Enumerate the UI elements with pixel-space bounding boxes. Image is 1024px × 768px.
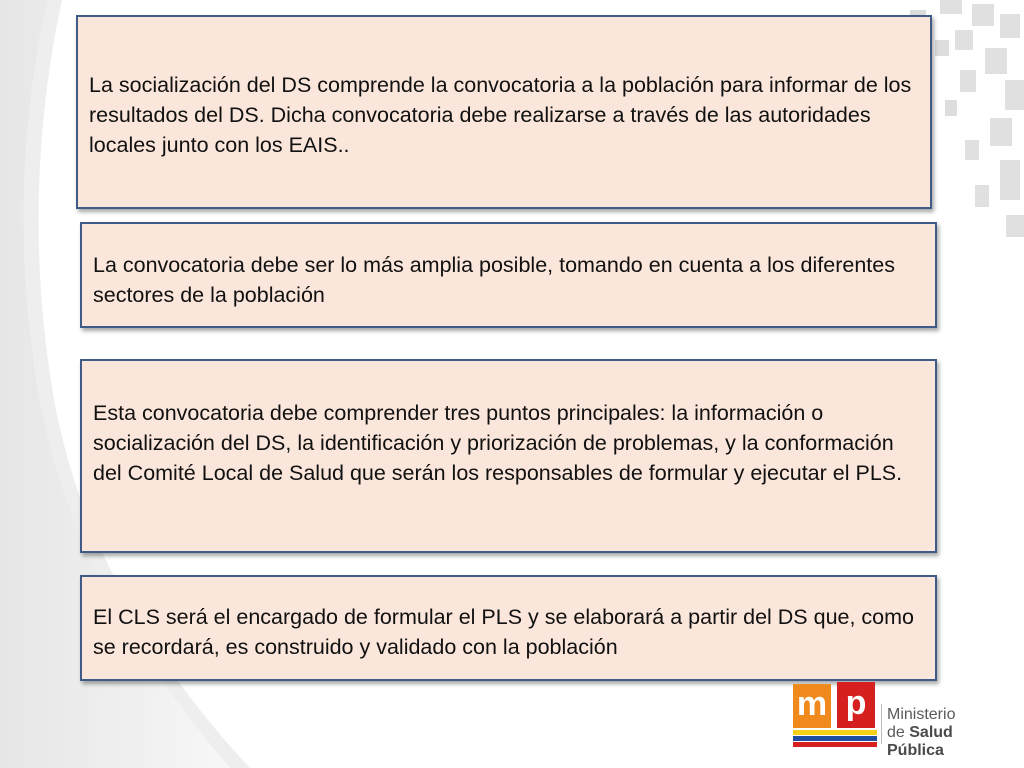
logo-line-ministerio: Ministerio	[887, 706, 956, 723]
logo-line2-bold: Salud Pública	[887, 724, 953, 759]
info-box-text: Esta convocatoria debe comprender tres puntos principales: la información o socialización del DS, la identificación y priorización de problemas, y la conformación del Comité Local de Salud que serán los responsables de formular y ejecutar el PLS.	[93, 401, 903, 485]
logo-letter-m: m	[793, 684, 831, 728]
logo-divider	[881, 704, 882, 744]
msp-mark-icon	[793, 682, 879, 744]
ministerio-logo	[793, 682, 1013, 762]
info-box-puntos-principales	[80, 359, 937, 553]
flag-stripes-icon	[793, 730, 877, 746]
info-box-text: La convocatoria debe ser lo más amplia posible, tomando en cuenta a los diferentes sectores de la población	[93, 253, 895, 307]
info-box-convocatoria-amplia	[80, 222, 937, 328]
info-box-text: El CLS será el encargado de formular el PLS y se elaborará a partir del DS que, como se recordará, es construido y validado con la población	[93, 605, 915, 659]
info-box-text: La socialización del DS comprende la convocatoria a la población para informar de los resultados del DS. Dicha convocatoria debe realizarse a través de las autoridades locales junto con los EAIS..	[89, 73, 912, 157]
info-box-socializacion	[76, 15, 932, 209]
info-box-cls	[80, 575, 937, 681]
logo-letter-p: p	[837, 682, 875, 728]
logo-text	[887, 706, 1013, 760]
logo-line-salud	[887, 724, 1013, 760]
logo-line2-prefix: de	[887, 724, 910, 741]
